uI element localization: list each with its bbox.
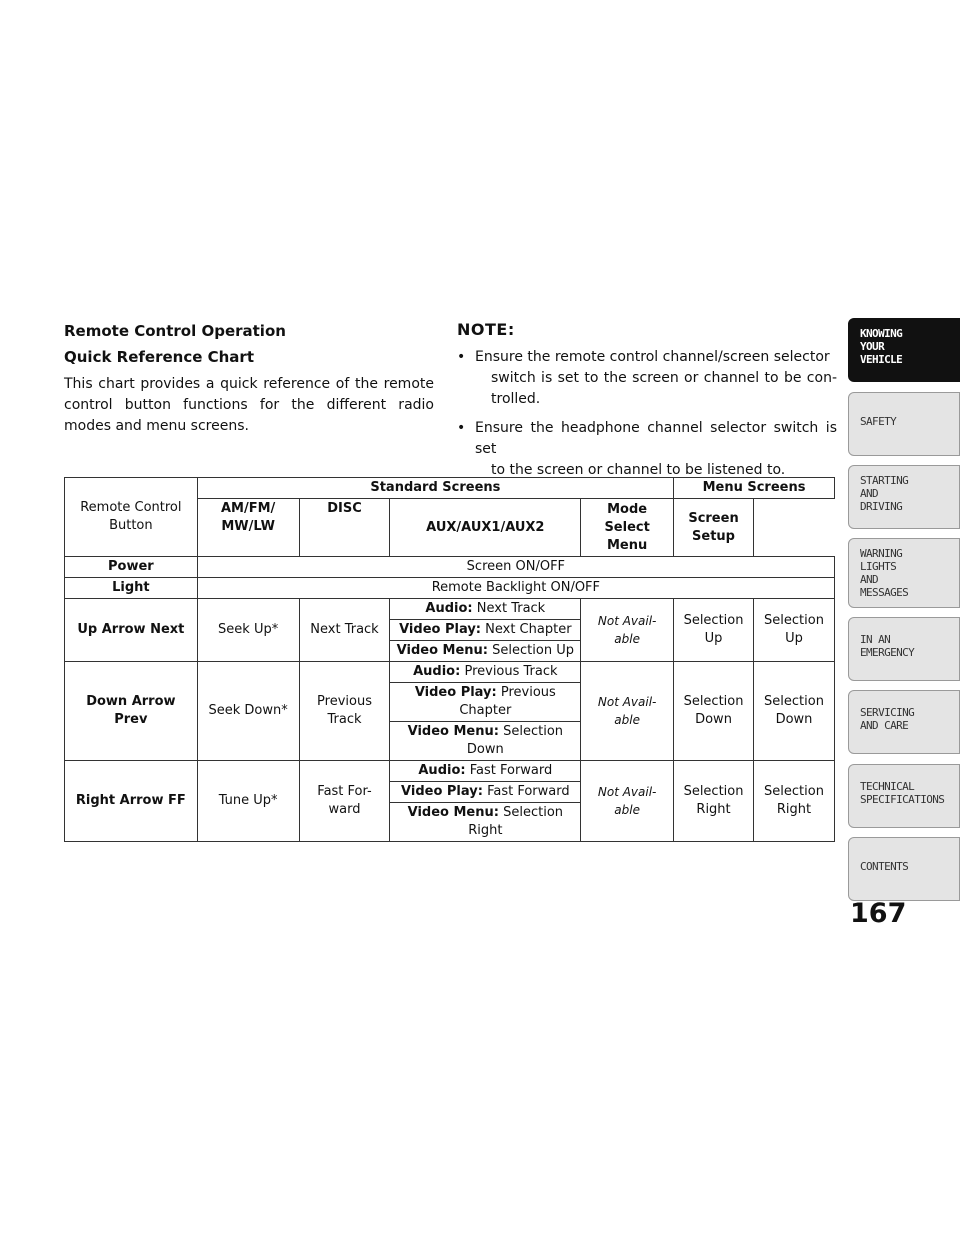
row-label-down: Down Arrow Prev: [65, 662, 198, 761]
tab-warning-lights-and-messages[interactable]: WARNING LIGHTS AND MESSAGES: [848, 538, 960, 608]
down-aux-video-play: Video Play: Previous Chapter: [390, 683, 581, 722]
down-setup: Selection Down: [754, 662, 835, 761]
right-am: Tune Up*: [197, 761, 299, 842]
header-screen-setup: Screen Setup: [674, 499, 754, 557]
right-not-available: Not Avail- able: [581, 761, 674, 842]
quick-reference-table: [64, 477, 835, 842]
header-menu-screens: Menu Screens: [674, 478, 835, 499]
right-mode: Selection Right: [674, 761, 754, 842]
intro-column: [64, 318, 434, 437]
header-standard-screens: Standard Screens: [197, 478, 673, 499]
light-value: Remote Backlight ON/OFF: [197, 578, 834, 599]
down-mode: Selection Down: [674, 662, 754, 761]
down-aux-video-menu: Video Menu: Selection Down: [390, 722, 581, 761]
tab-starting-and-driving[interactable]: STARTING AND DRIVING: [848, 465, 960, 529]
right-aux-audio: Audio: Fast Forward: [390, 761, 581, 782]
intro-paragraph: This chart provides a quick reference of the remote control button functions for the different radio modes and menu screens.: [64, 376, 434, 434]
up-disc: Next Track: [299, 599, 390, 662]
header-am-fm: AM/FM/ MW/LW: [197, 499, 299, 557]
page-number: 167: [850, 898, 907, 929]
header-disc: DISC: [299, 499, 390, 557]
tab-knowing-your-vehicle[interactable]: KNOWING YOUR VEHICLE: [848, 318, 960, 382]
row-label-power: Power: [65, 557, 198, 578]
note-column: [457, 318, 837, 489]
section-heading: Remote Control Operation: [64, 322, 286, 340]
note-bullet: • Ensure the remote control channel/screen selector switch is set to the screen or channel to be con- trolled.: [457, 349, 837, 407]
down-not-available: Not Avail- able: [581, 662, 674, 761]
chart-subheading: Quick Reference Chart: [64, 348, 254, 366]
tab-safety[interactable]: SAFETY: [848, 392, 960, 456]
header-remote-control-button: Remote Control Button: [65, 478, 198, 557]
header-mode-select-menu: Mode Select Menu: [581, 499, 674, 557]
row-label-light: Light: [65, 578, 198, 599]
right-aux-video-menu: Video Menu: Selection Right: [390, 803, 581, 842]
right-disc: Fast For- ward: [299, 761, 390, 842]
tab-technical-specifications[interactable]: TECHNICAL SPECIFICATIONS: [848, 764, 960, 828]
row-label-right: Right Arrow FF: [65, 761, 198, 842]
note-title: NOTE:: [457, 320, 515, 339]
tab-contents[interactable]: CONTENTS: [848, 837, 960, 901]
tab-servicing-and-care[interactable]: SERVICING AND CARE: [848, 690, 960, 754]
down-aux-audio: Audio: Previous Track: [390, 662, 581, 683]
note-bullet: • Ensure the headphone channel selector switch is set to the screen or channel to be listened to.: [457, 420, 837, 478]
right-setup: Selection Right: [754, 761, 835, 842]
up-aux-video-menu: Video Menu: Selection Up: [390, 641, 581, 662]
up-aux-video-play: Video Play: Next Chapter: [390, 620, 581, 641]
power-value: Screen ON/OFF: [197, 557, 834, 578]
header-aux: AUX/AUX1/AUX2: [390, 499, 581, 557]
tab-in-an-emergency[interactable]: IN AN EMERGENCY: [848, 617, 960, 681]
down-disc: Previous Track: [299, 662, 390, 761]
up-aux-audio: Audio: Next Track: [390, 599, 581, 620]
up-am: Seek Up*: [197, 599, 299, 662]
up-mode: Selection Up: [674, 599, 754, 662]
row-label-up: Up Arrow Next: [65, 599, 198, 662]
right-aux-video-play: Video Play: Fast Forward: [390, 782, 581, 803]
up-setup: Selection Up: [754, 599, 835, 662]
up-not-available: Not Avail- able: [581, 599, 674, 662]
down-am: Seek Down*: [197, 662, 299, 761]
